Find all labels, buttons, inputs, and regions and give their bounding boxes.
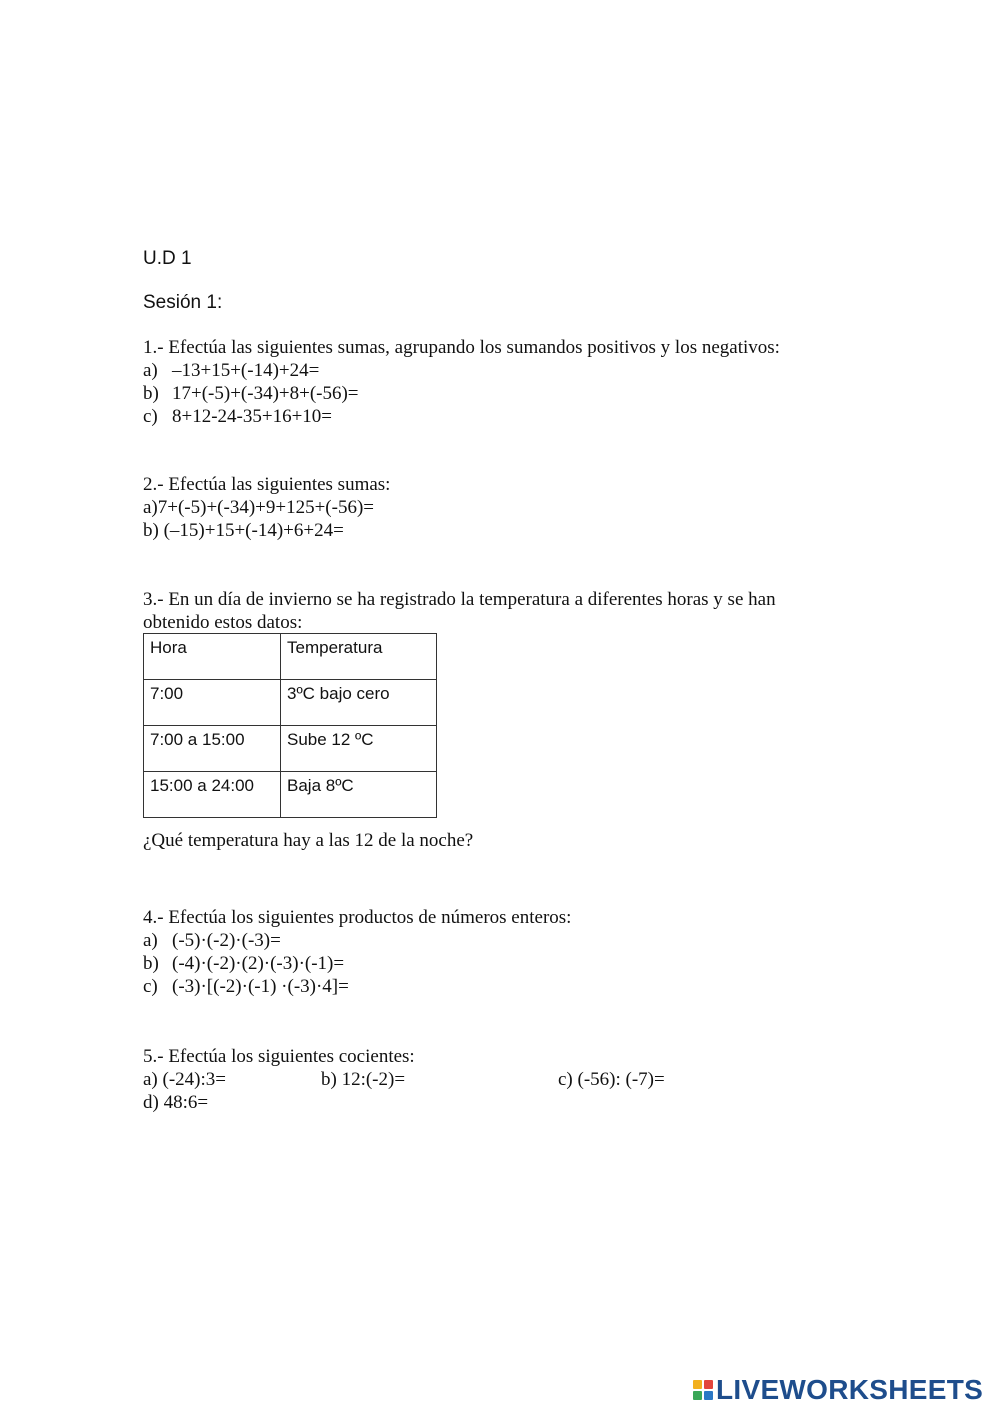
item-label: a) (143, 930, 158, 951)
table-cell: 7:00 a 15:00 (144, 726, 281, 772)
exercise-5-item-c: c) (-56): (-7)= (558, 1069, 665, 1090)
item-expression: –13+15+(-14)+24= (172, 360, 320, 381)
table-cell: Baja 8ºC (281, 772, 437, 818)
exercise-4-item-c (143, 975, 571, 998)
table-header-row (144, 634, 437, 680)
exercise-2 (143, 473, 390, 542)
exercise-1-item-c (143, 405, 780, 428)
item-label: b) (143, 953, 159, 974)
exercise-3-title-line2: obtenido estos datos: (143, 612, 303, 633)
table-cell: 15:00 a 24:00 (144, 772, 281, 818)
exercise-3-title-line1: 3.- En un día de invierno se ha registrado la temperatura a diferentes horas y se han (143, 589, 776, 610)
table-row (144, 772, 437, 818)
table-row (144, 680, 437, 726)
exercise-3-header (143, 588, 776, 634)
exercise-2-item-b: b) (–15)+15+(-14)+6+24= (143, 520, 344, 541)
temperature-table (143, 633, 437, 818)
exercise-4 (143, 906, 571, 998)
liveworksheets-logo (693, 1375, 983, 1405)
exercise-2-title: 2.- Efectúa las siguientes sumas: (143, 474, 391, 495)
table-header-cell: Temperatura (281, 634, 437, 680)
item-expression: (-4)·(-2)·(2)·(-3)·(-1)= (172, 953, 345, 974)
logo-text: LIVEWORKSHEETS (716, 1374, 984, 1405)
exercise-5-item-d: d) 48:6= (143, 1092, 209, 1113)
item-label: c) (143, 976, 158, 997)
exercise-1-item-b (143, 382, 780, 405)
item-expression: 8+12-24-35+16+10= (172, 406, 333, 427)
table-cell: Sube 12 ºC (281, 726, 437, 772)
exercise-4-item-a (143, 929, 571, 952)
item-label: b) (143, 383, 159, 404)
item-label: a) (143, 360, 158, 381)
logo-square-icon (704, 1391, 713, 1400)
exercise-4-item-b (143, 952, 571, 975)
exercise-2-item-a: a)7+(-5)+(-34)+9+125+(-56)= (143, 497, 374, 518)
logo-grid-icon (693, 1380, 713, 1400)
exercise-4-title: 4.- Efectúa los siguientes productos de números enteros: (143, 907, 572, 928)
item-expression: (-5)·(-2)·(-3)= (172, 930, 281, 951)
exercise-5-title: 5.- Efectúa los siguientes cocientes: (143, 1046, 415, 1067)
item-expression: (-3)·[(-2)·(-1) ·(-3)·4]= (172, 976, 349, 997)
unit-title: U.D 1 (143, 248, 192, 269)
exercise-1-title: 1.- Efectúa las siguientes sumas, agrupando los sumandos positivos y los negativos: (143, 337, 780, 358)
table-cell: 7:00 (144, 680, 281, 726)
logo-square-icon (693, 1391, 702, 1400)
table-row (144, 726, 437, 772)
session-title: Sesión 1: (143, 292, 223, 313)
table-cell: 3ºC bajo cero (281, 680, 437, 726)
exercise-3-question: ¿Qué temperatura hay a las 12 de la noche? (143, 830, 474, 851)
exercise-5-item-b: b) 12:(-2)= (321, 1069, 406, 1090)
item-expression: 17+(-5)+(-34)+8+(-56)= (172, 383, 359, 404)
logo-square-icon (693, 1380, 702, 1389)
logo-square-icon (704, 1380, 713, 1389)
item-label: c) (143, 406, 158, 427)
exercise-1-item-a (143, 359, 780, 382)
exercise-5-item-a: a) (-24):3= (143, 1069, 226, 1090)
exercise-1 (143, 336, 780, 428)
table-header-cell: Hora (144, 634, 281, 680)
